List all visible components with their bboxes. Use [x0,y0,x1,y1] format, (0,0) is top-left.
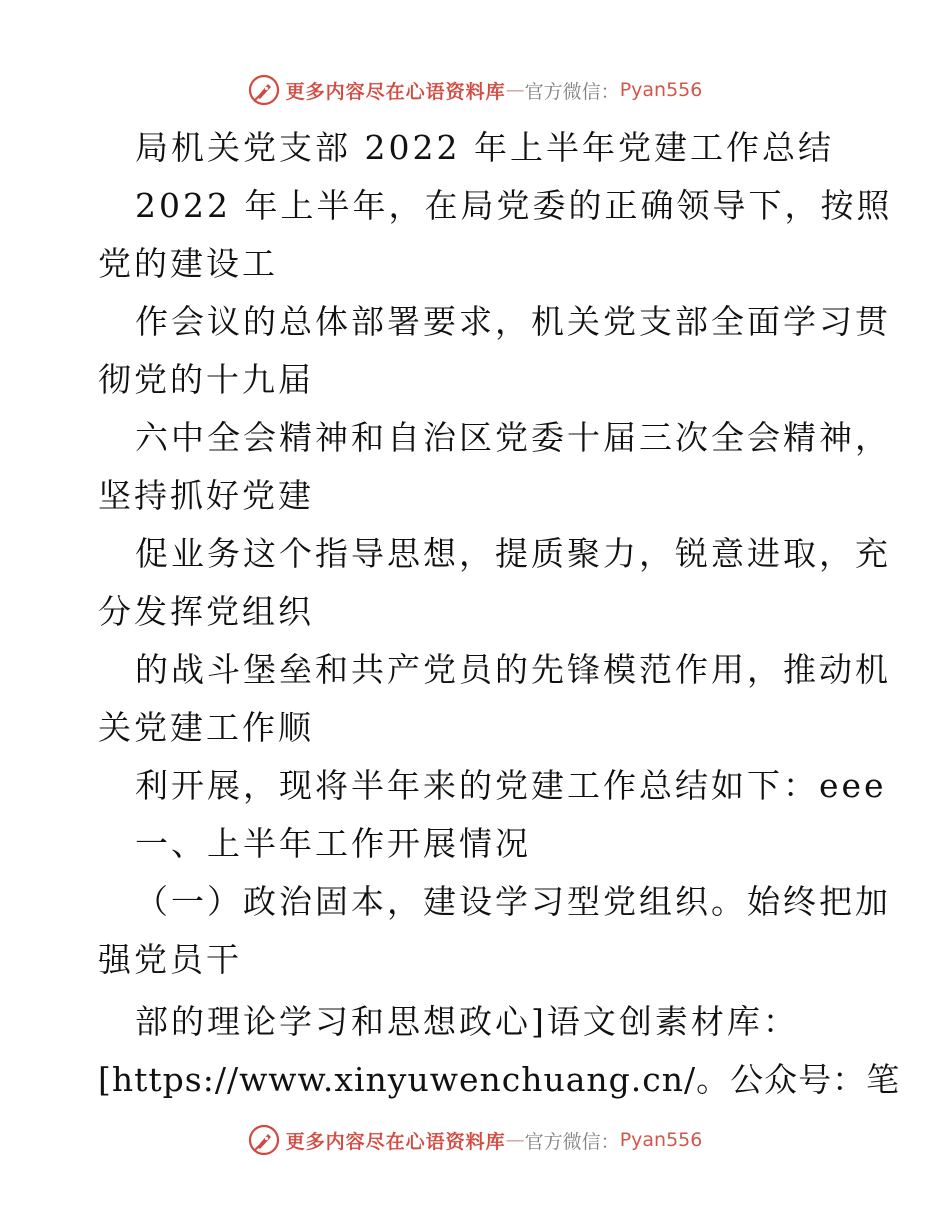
doc-line: 分发挥党组织 [98,592,314,631]
pen-nib-logo-icon [248,74,280,106]
watermark-dash: — [505,1129,525,1151]
watermark-id: Pyan556 [619,1129,703,1151]
doc-line: 促业务这个指导思想，提质聚力，锐意进取，充 [135,534,891,573]
doc-line: 部的理论学习和思想政心]语文创素材库： [135,1002,799,1041]
doc-line: 的战斗堡垒和共产党员的先锋模范作用，推动机 [135,650,891,689]
watermark-tail: 官方微信： [524,80,620,103]
doc-line: （一）政治固本，建设学习型党组织。始终把加 [135,882,891,921]
doc-line: 六中全会精神和自治区党委十届三次全会精神， [135,418,891,457]
doc-line: 坚持抓好党建 [98,476,314,515]
watermark-lead: 更多内容尽在心语资料库 [285,80,506,103]
doc-line: 强党员干 [98,940,242,979]
doc-line: [https://www.xinyuwenchuang.cn/。公众号：笔 [98,1060,901,1099]
doc-line: 彻党的十九届 [98,360,314,399]
doc-line: 党的建设工 [98,244,278,283]
watermark-id: Pyan556 [619,79,703,101]
watermark-lead: 更多内容尽在心语资料库 [285,1130,506,1153]
watermark-header [0,70,950,110]
watermark-tail: 官方微信： [524,1130,620,1153]
watermark-footer [0,1120,950,1160]
doc-title: 局机关党支部 2022 年上半年党建工作总结 [135,128,834,167]
doc-line: 作会议的总体部署要求，机关党支部全面学习贯 [135,302,891,341]
doc-line: 2022 年上半年，在局党委的正确领导下，按照 [135,186,893,225]
watermark-dash: — [505,79,525,101]
pen-nib-logo-icon [248,1124,280,1156]
doc-line: 利开展，现将半年来的党建工作总结如下：eee [135,766,887,805]
section-heading: 一、上半年工作开展情况 [135,824,531,863]
doc-line: 关党建工作顺 [98,708,314,747]
